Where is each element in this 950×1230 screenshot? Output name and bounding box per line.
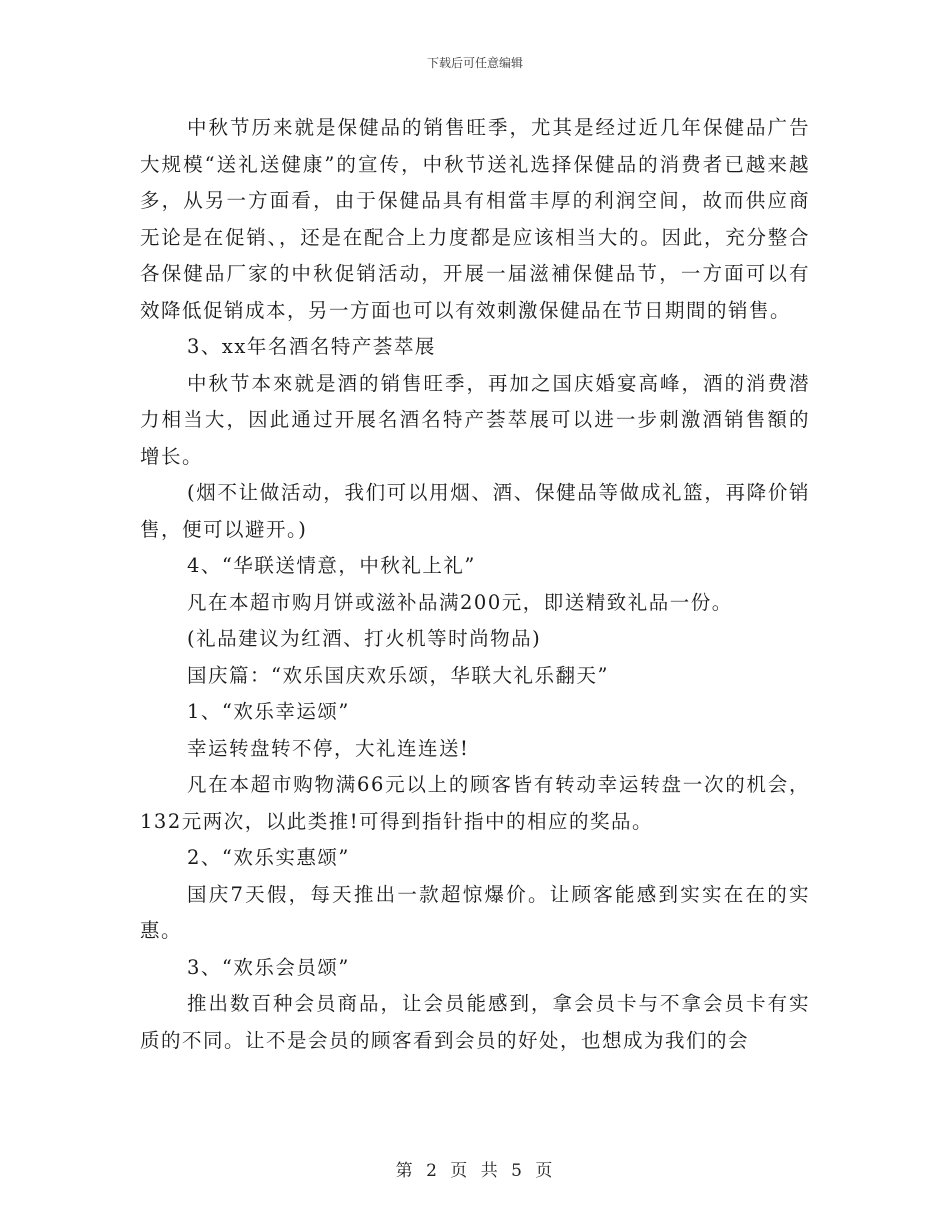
footer-label-suffix: 页 [535, 1161, 555, 1181]
paragraph-lucky-wheel-rules: 凡在本超市购物满66元以上的顾客皆有转动幸运转盘一次的机会，132元两次，以此类推!可得到指针指中的相应的奖品。 [140, 773, 810, 833]
paragraph-health-products: 中秋节历来就是保健品的销售旺季，尤其是经过近几年保健品广告大规模“送礼送健康”的宣传，中秋节送礼选择保健品的消费者已越来越多，从另一方面看，由于保健品具有相當丰厚的利润空间，故而供应商无论是在促销、，还是在配合上力度都是应该相当大的。因此，充分整合各保健品厂家的中秋促销活动，开展一届滋補保健品节，一方面可以有效降低促销成本，另一方面也可以有效刺激保健品在节日期間的销售。 [140, 116, 810, 322]
heading-lucky-wheel: 1、“欢乐幸运颂” [187, 700, 350, 723]
paragraph-value-deals: 国庆7天假，每天推出一款超惊爆价。让顾客能感到实实在在的实惠。 [140, 882, 810, 942]
paragraph-member-deals: 推出数百种会员商品，让会员能感到，拿会员卡与不拿会员卡有实质的不同。让不是会员的顾客看到会员的好处，也想成为我们的会 [140, 992, 810, 1052]
paragraph-tobacco-note: (烟不让做活动，我们可以用烟、酒、保健品等做成礼篮，再降价销售，便可以避开。) [140, 481, 810, 541]
footer-label-prefix: 第 [395, 1161, 415, 1181]
footer-label-page: 页 [450, 1161, 470, 1181]
footer-label-total: 共 [480, 1161, 500, 1181]
heading-wine-expo: 3、xx年名酒名特产荟萃展 [187, 335, 436, 358]
heading-value-deals: 2、“欢乐实惠颂” [187, 846, 350, 869]
footer-current-page: 2 [426, 1161, 439, 1181]
paragraph-gift-offer: 凡在本超市购月饼或滋补品满200元，即送精致礼品一份。 [187, 590, 733, 614]
document-body [140, 110, 810, 1059]
paragraph-wine-expo: 中秋节本來就是酒的销售旺季，再加之国庆婚宴高峰，酒的消费潜力相当大，因此通过开展名酒名特产荟萃展可以进一步刺激酒销售額的增长。 [140, 371, 810, 468]
heading-member-deals: 3、“欢乐会员颂” [187, 955, 350, 979]
paragraph-lucky-wheel-slogan: 幸运转盘转不停，大礼连连送! [187, 736, 470, 760]
page-footer [0, 1156, 950, 1181]
footer-total-pages: 5 [511, 1161, 524, 1181]
page-header: 下载后可任意编辑 [426, 56, 523, 70]
heading-mid-autumn-gift: 4、“华联送情意，中秋礼上礼” [187, 554, 476, 577]
paragraph-gift-suggestion: (礼品建议为红酒、打火机等时尚物品) [187, 627, 542, 650]
heading-national-day: 国庆篇：“欢乐国庆欢乐颂，华联大礼乐翻天” [187, 663, 609, 687]
